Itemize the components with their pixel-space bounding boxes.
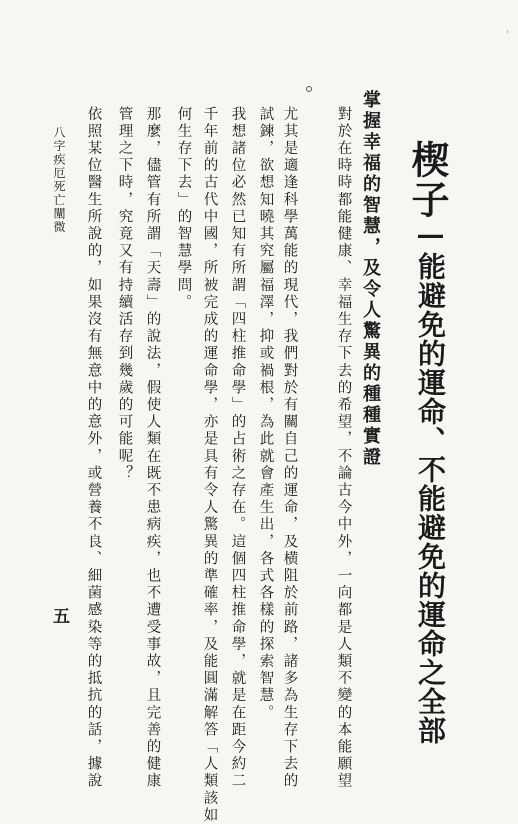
body-line-3: 試鍊，欲想知曉其究屬福澤，抑或禍根，為此就會產生出，各式各樣的探索智慧。 bbox=[257, 106, 274, 722]
body-line-4: 我想諸位必然已知有所謂「四柱推命學」的占術之存在。這個四柱推命學，就是在距今約二 bbox=[229, 106, 246, 790]
section-subheading: 掌握幸福的智慧，及令人驚異的種種實證 bbox=[360, 90, 381, 468]
body-line-1: 對於在時時都能健康、幸福生存下去的希望，不論古今中外，一向都是人類不變的本能願望 bbox=[335, 106, 352, 790]
chapter-subtitle: —能避免的運命、不能避免的運命之全部 bbox=[414, 218, 447, 745]
chapter-title: 楔子 bbox=[405, 140, 450, 220]
body-line-7: 那麼，儘管有所謂「天壽」的說法，假使人類在既不患病疾，也不遭受事故，且完善的健康 bbox=[144, 106, 161, 790]
body-line-5: 千年前的古代中國，所被完成的運命學，亦是具有令人驚異的準確率，及能圓滿解答「人類該如 bbox=[201, 106, 218, 824]
body-line-2: 尤其是適逢科學萬能的現代，我們對於有關自己的運命，及横阻於前路，諸多為生存下去的 bbox=[281, 106, 298, 790]
page-number: 五 bbox=[53, 607, 70, 627]
body-line-6: 何生存下去」的智慧學問。 bbox=[175, 106, 192, 312]
body-line-9: 依照某位醫生所說的，如果沒有無意中的意外，或營養不良、細菌感染等的抵抗的話，據說 bbox=[85, 106, 102, 790]
bullet-circle-icon bbox=[306, 86, 312, 92]
body-line-8: 管理之下時，究竟又有持續活存到幾歲的可能呢？ bbox=[116, 106, 133, 483]
running-head: 八字疾厄死亡闡微 bbox=[52, 126, 66, 234]
scan-corner-mark: ' bbox=[506, 30, 509, 41]
